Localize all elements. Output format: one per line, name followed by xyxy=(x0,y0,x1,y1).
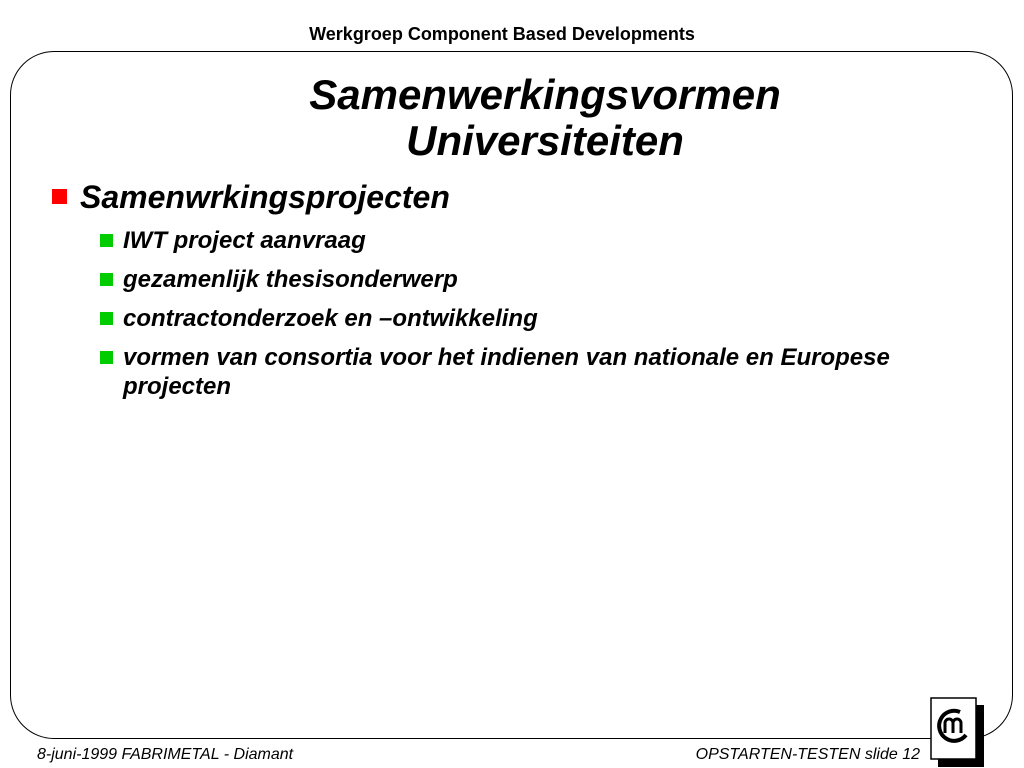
sub-bullet-text: contractonderzoek en –ontwikkeling xyxy=(123,305,538,332)
bullet-list xyxy=(52,178,952,411)
sub-bullet-text: IWT project aanvraag xyxy=(123,227,366,254)
sub-bullet-text: vormen van consortia voor het indienen van nationale en Europese projecten xyxy=(123,344,890,400)
slide-title xyxy=(70,72,1020,164)
green-square-bullet-icon xyxy=(100,351,113,364)
green-square-bullet-icon xyxy=(100,273,113,286)
sub-bullet xyxy=(100,304,952,333)
sub-bullet xyxy=(100,265,952,294)
sub-bullet xyxy=(100,343,952,401)
footer-slide-number: OPSTARTEN-TESTEN slide 12 xyxy=(695,746,920,763)
sub-bullet-text: gezamenlijk thesisonderwerp xyxy=(123,266,458,293)
main-bullet-text: Samenwrkingsprojecten xyxy=(80,179,450,215)
header-title: Werkgroep Component Based Developments xyxy=(309,24,695,44)
footer-date-company: 8-juni-1999 FABRIMETAL - Diamant xyxy=(37,746,294,763)
sub-bullet xyxy=(100,226,952,255)
fabrimetal-logo-icon xyxy=(930,697,984,767)
green-square-bullet-icon xyxy=(100,234,113,247)
green-square-bullet-icon xyxy=(100,312,113,325)
title-line-1: Samenwerkingsvormen xyxy=(309,71,781,118)
title-line-2: Universiteiten xyxy=(406,117,684,164)
sub-bullet-list xyxy=(100,226,952,401)
main-bullet xyxy=(52,178,952,216)
red-square-bullet-icon xyxy=(52,189,67,204)
